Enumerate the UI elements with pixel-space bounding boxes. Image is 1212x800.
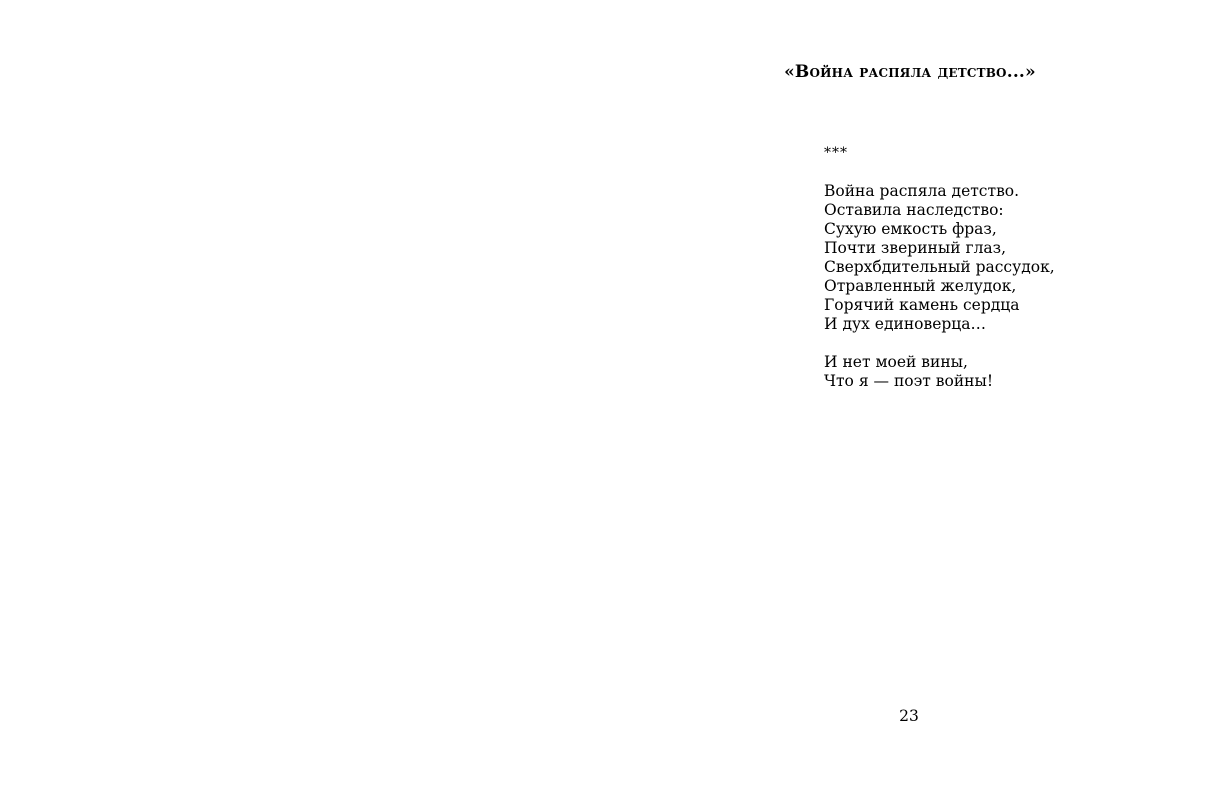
poem-line: Отравленный желудок, [824,277,1017,295]
poem-line: Горячий камень сердца [824,296,1020,314]
stanza-2 [824,353,1164,391]
poem-line: И дух единоверца… [824,315,987,333]
poem-line: И нет моей вины, [824,353,968,371]
poem-separator-asterism: *** [824,145,848,161]
poem-line: Сухую емкость фраз, [824,220,997,238]
running-head: «Война распяла детство...» [784,62,1036,82]
poem-line: Война распяла детство. [824,182,1020,200]
poem-line: Почти звериный глаз, [824,239,1007,257]
poem [824,144,1164,410]
poem-line: Сверхбдительный рассудок, [824,258,1055,276]
poem-line: Что я — поэт войны! [824,372,994,390]
right-page [606,0,1212,800]
poem-line: Оставила наследство: [824,201,1004,219]
stanza-1 [824,182,1164,334]
page-number: 23 [899,707,919,725]
